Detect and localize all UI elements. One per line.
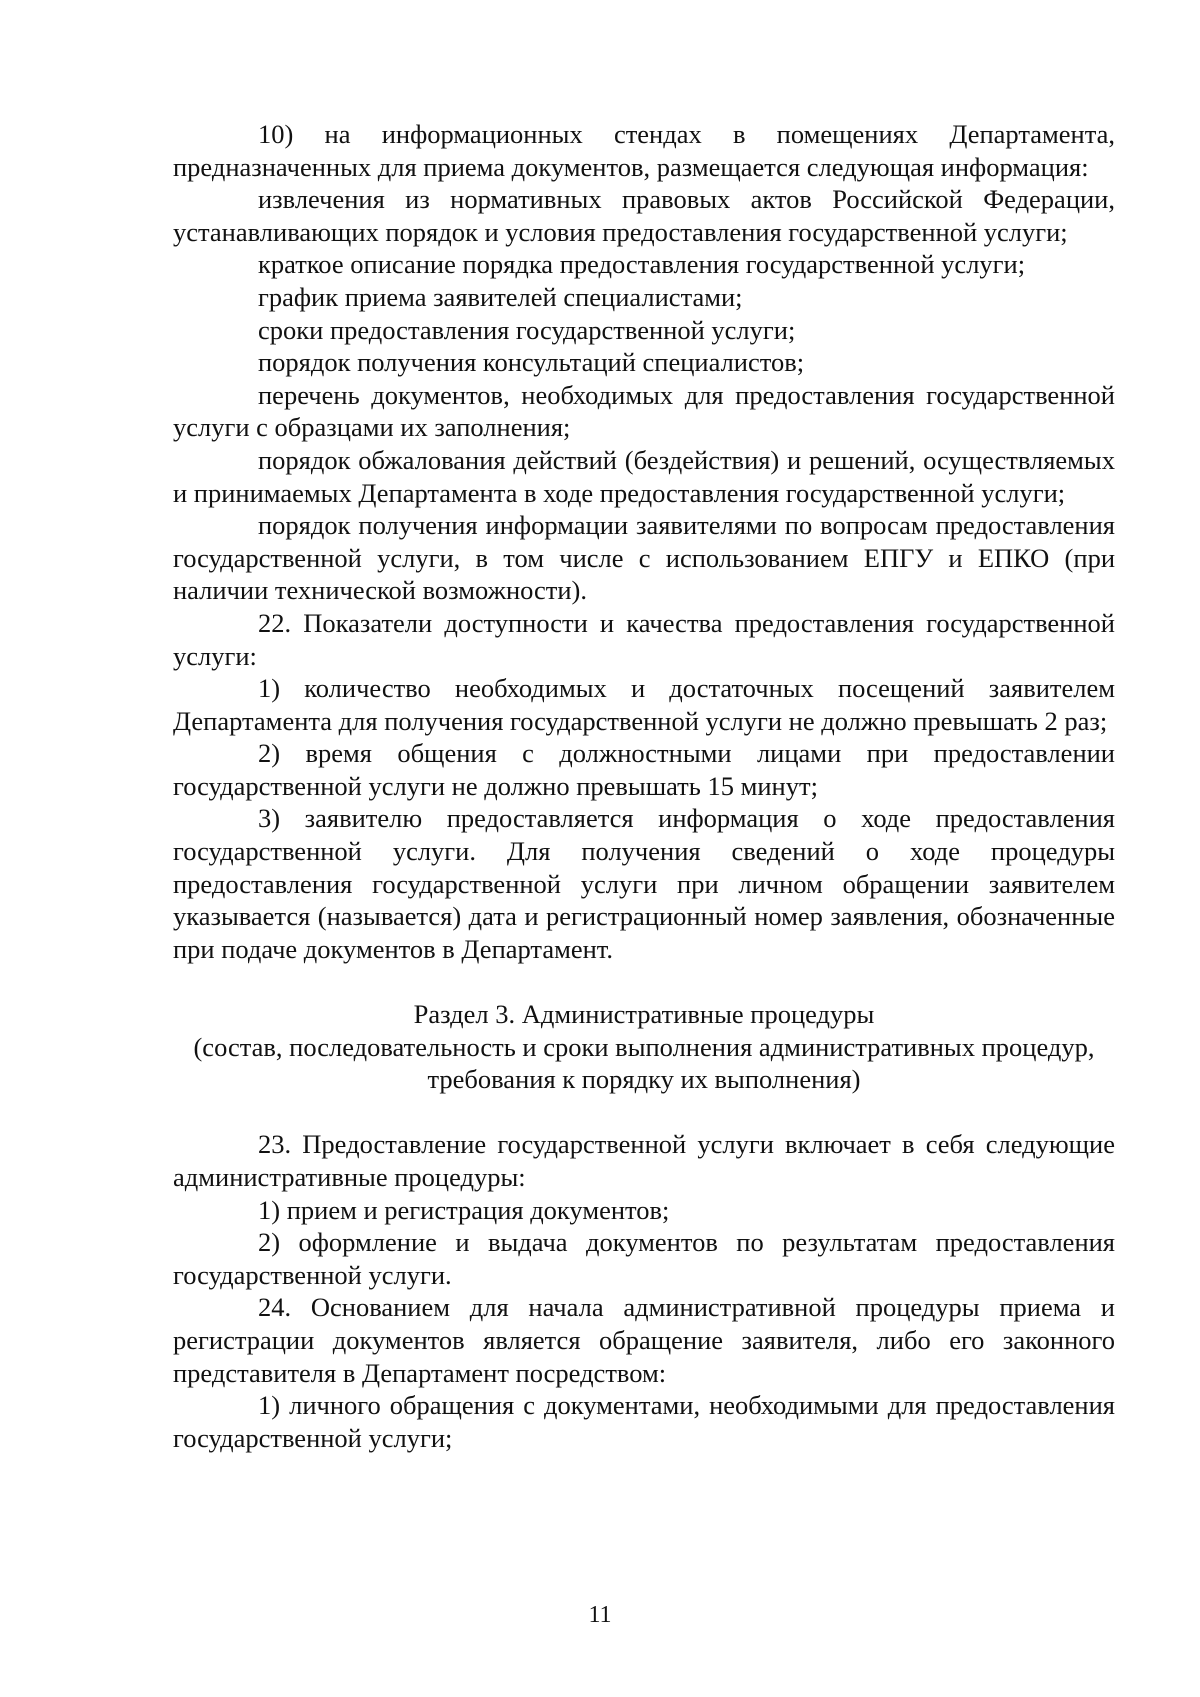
paragraph-item-10-stands: 10) на информационных стендах в помещениях Департамента, предназначенных для приема документов, размещается следующая информация: (173, 119, 1115, 182)
paragraph-24-grounds: 24. Основанием для начала административной процедуры приема и регистрации документов является обращение заявителя, либо его законного представителя в Департамент посредством: (173, 1292, 1115, 1388)
paragraph-procedure-reception: 1) прием и регистрация документов; (258, 1194, 670, 1225)
paragraph-indicator-progress-info: 3) заявителю предоставляется информация о ходе предоставления государственной услуги. Для получения сведений о ходе процедуры предоставления государственной услуги при личном обращении заявителем указывается (называется) дата и регистрационный номер заявления, обозначенные при подаче документов в Департамент. (173, 803, 1115, 964)
paragraph-personal-appeal: 1) личного обращения с документами, необходимыми для предоставления государственной услуги; (173, 1390, 1115, 1453)
paragraph-indicator-visits: 1) количество необходимых и достаточных посещений заявителем Департамента для получения государственной услуги не должно превышать 2 раз; (173, 673, 1115, 736)
paragraph-information-procedure: порядок получения информации заявителями по вопросам предоставления государственной услуги, в том числе с использованием ЕПГУ и ЕПКО (при наличии технической возможности). (173, 510, 1115, 606)
document-body (173, 118, 1115, 1454)
paragraph-reception-schedule: график приема заявителей специалистами; (258, 281, 743, 312)
section-spacer-top (173, 965, 1115, 998)
paragraph-consultations: порядок получения консультаций специалистов; (258, 347, 805, 378)
paragraph-appeal-procedure: порядок обжалования действий (бездействия) и решений, осуществляемых и принимаемых Департамента в ходе предоставления государственной услуги; (173, 444, 1115, 508)
paragraph-legal-extracts: извлечения из нормативных правовых актов Российской Федерации, устанавливающих порядок и условия предоставления государственной услуги; (173, 184, 1115, 247)
page-number: 11 (588, 1602, 612, 1628)
paragraph-service-terms: сроки предоставления государственной услуги; (258, 314, 796, 345)
section-spacer-bottom (173, 1096, 1115, 1129)
paragraph-documents-list: перечень документов, необходимых для предоставления государственной услуги с образцами их заполнения; (173, 379, 1115, 443)
paragraph-23-procedures: 23. Предоставление государственной услуги включает в себя следующие административные процедуры: (173, 1129, 1115, 1192)
section-subtitle: (состав, последовательность и сроки выполнения административных процедур, требования к порядку их выполнения) (193, 1031, 1095, 1095)
paragraph-22-indicators: 22. Показатели доступности и качества предоставления государственной услуги: (173, 607, 1115, 671)
paragraph-indicator-time: 2) время общения с должностными лицами при предоставлении государственной услуги не должно превышать 15 минут; (173, 738, 1115, 801)
paragraph-short-description: краткое описание порядка предоставления государственной услуги; (258, 249, 1026, 280)
section-title: Раздел 3. Административные процедуры (413, 999, 875, 1030)
paragraph-procedure-issuance: 2) оформление и выдача документов по результатам предоставления государственной услуги. (173, 1227, 1115, 1290)
